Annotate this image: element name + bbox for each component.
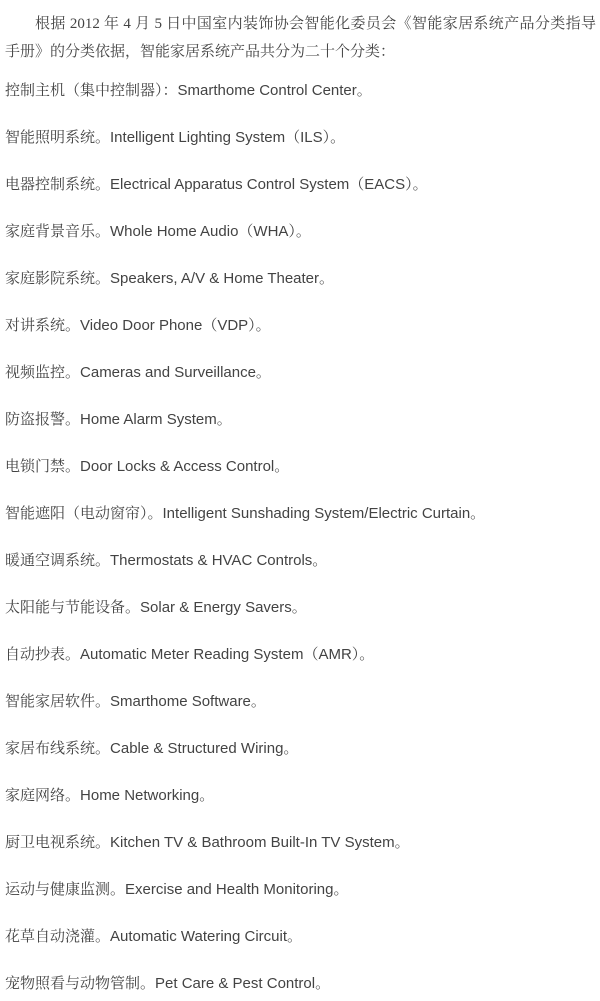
item-zh-label: 自动抄表。 [5, 647, 81, 663]
intro-paragraph: 根据 2012 年 4 月 5 日中国室内装饰协会智能化委员会《智能家居系统产品分类指导手册》的分类依据，智能家居系统产品共分为二十个分类： [5, 16, 596, 60]
item-en-label: Speakers, A/V & Home Theater。 [110, 270, 335, 287]
item-en-label: Smarthome Control Center。 [177, 82, 372, 99]
list-item [5, 364, 596, 382]
list-item [5, 223, 596, 241]
list-item [5, 505, 596, 523]
list-item [5, 129, 596, 147]
item-en-label: Home Networking。 [80, 787, 215, 804]
item-zh-label: 家居布线系统。 [5, 741, 111, 757]
item-en-label: Exercise and Health Monitoring。 [125, 881, 349, 898]
list-item [5, 881, 596, 899]
item-en-label: Home Alarm System。 [80, 411, 232, 428]
item-en-label: Solar & Energy Savers。 [140, 599, 307, 616]
list-item [5, 740, 596, 758]
item-en-label: Automatic Meter Reading System（AMR）。 [80, 646, 375, 663]
item-zh-label: 暖通空调系统。 [5, 553, 111, 569]
item-en-label: Electrical Apparatus Control System（EACS）。 [110, 176, 428, 193]
list-item [5, 834, 596, 852]
item-en-label: Automatic Watering Circuit。 [110, 928, 303, 945]
item-zh-label: 对讲系统。 [5, 318, 81, 334]
list-item [5, 599, 596, 617]
item-zh-label: 家庭网络。 [5, 788, 81, 804]
item-zh-label: 厨卫电视系统。 [5, 835, 111, 851]
list-item [5, 270, 596, 288]
item-en-label: Smarthome Software。 [110, 693, 266, 710]
list-item [5, 975, 596, 993]
item-en-label: Intelligent Sunshading System/Electric Curtain。 [162, 505, 486, 522]
list-item [5, 552, 596, 570]
list-item [5, 317, 596, 335]
item-zh-label: 视频监控。 [5, 365, 81, 381]
item-zh-label: 防盗报警。 [5, 412, 81, 428]
item-zh-label: 电锁门禁。 [5, 459, 81, 475]
item-zh-label: 智能照明系统。 [5, 130, 111, 146]
list-item [5, 458, 596, 476]
list-item [5, 646, 596, 664]
item-zh-label: 运动与健康监测。 [5, 882, 126, 898]
item-en-label: Pet Care & Pest Control。 [155, 975, 331, 992]
item-en-label: Whole Home Audio（WHA）。 [110, 223, 311, 240]
item-zh-label: 控制主机（集中控制器）： [5, 83, 178, 99]
item-en-label: Door Locks & Access Control。 [80, 458, 290, 475]
list-item [5, 787, 596, 805]
item-en-label: Cameras and Surveillance。 [80, 364, 271, 381]
item-zh-label: 花草自动浇灌。 [5, 929, 111, 945]
item-en-label: Video Door Phone（VDP）。 [80, 317, 271, 334]
item-zh-label: 家庭影院系统。 [5, 271, 111, 287]
item-zh-label: 智能家居软件。 [5, 694, 111, 710]
item-zh-label: 宠物照看与动物管制。 [5, 976, 156, 992]
list-item [5, 176, 596, 194]
item-en-label: Cable & Structured Wiring。 [110, 740, 299, 757]
list-item [5, 693, 596, 711]
list-item [5, 411, 596, 429]
item-en-label: Intelligent Lighting System（ILS）。 [110, 129, 346, 146]
item-zh-label: 家庭背景音乐。 [5, 224, 111, 240]
item-zh-label: 太阳能与节能设备。 [5, 600, 141, 616]
item-en-label: Kitchen TV & Bathroom Built-In TV System。 [110, 834, 410, 851]
item-zh-label: 智能遮阳（电动窗帘）。 [5, 506, 163, 522]
list-item [5, 928, 596, 946]
item-en-label: Thermostats & HVAC Controls。 [110, 552, 328, 569]
list-item [5, 82, 596, 100]
item-zh-label: 电器控制系统。 [5, 177, 111, 193]
